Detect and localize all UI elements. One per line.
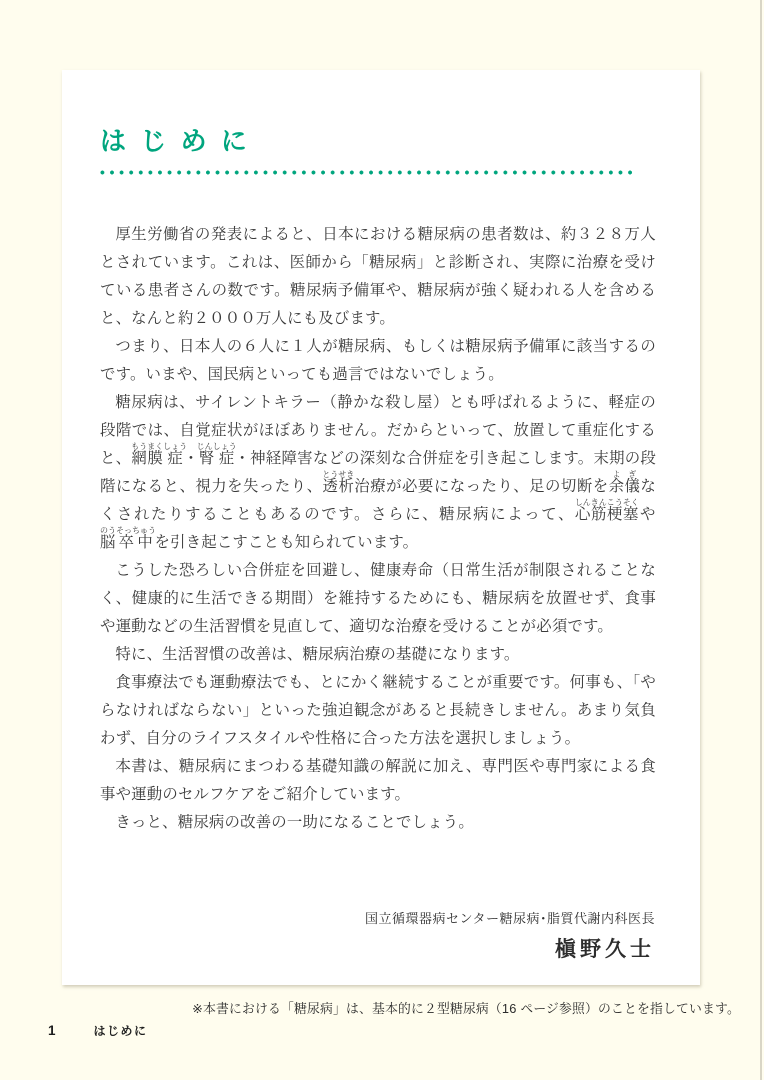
furigana-term: 透析とうせき — [322, 470, 355, 495]
page-number: 1 — [48, 1023, 56, 1038]
footer-section-label: はじめに — [93, 1024, 148, 1038]
attribution — [365, 908, 655, 963]
furigana-term: 網膜もうまく — [131, 442, 164, 467]
furigana-term: 余儀よぎ — [608, 470, 641, 495]
title-underline-dots — [100, 170, 633, 175]
paragraph: こうした恐ろしい合併症を回避し、健康寿命（日常生活が制限されることなく、健康的に生活できる期間）を維持するためにも、糖尿病を放置せず、食事や運動などの生活習慣を見直して、適切な治療を受けることが必須です。 — [100, 562, 656, 635]
furigana-term: 脳卒中のうそっちゅう — [100, 526, 156, 551]
paragraph: 食事療法でも運動療法でも、とにかく継続することが重要です。何事も、「やらなければならない」といった強迫観念があると長続きしません。あまり気負わず、自分のライフスタイルや性格に合った方法を選択しましょう。 — [100, 674, 656, 747]
attribution-author: 槇野久士 — [555, 938, 655, 961]
paragraph: 特に、生活習慣の改善は、糖尿病治療の基礎になります。 — [115, 646, 520, 663]
page-edge-line — [760, 0, 762, 1080]
furigana-term: 症しょう — [163, 442, 188, 467]
paragraph: つまり、日本人の６人に１人が糖尿病、もしくは糖尿病予備軍に該当するのです。いまや、国民病といっても過言ではないでしょう。 — [100, 338, 656, 383]
paragraph: 厚生労働省の発表によると、日本における糖尿病の患者数は、約３２８万人とされています。これは、医師から「糖尿病」と診断され、実際に治療を受けている患者さんの数です。糖尿病予備軍や、糖尿病が強く疑われる人を含めると、なんと約２０００万人にも及びます。 — [100, 226, 656, 327]
furigana-term: 心筋梗塞しんきんこうそく — [574, 498, 639, 523]
paragraph: 糖尿病は、サイレントキラー（静かな殺し屋）とも呼ばれるように、軽症の段階では、自覚症状がほぼありません。だからといって、放置して重症化すると、網膜もうまく症しょう・腎症じんしょう・神経障害などの深刻な合併症を引き起こします。末期の段階になると、視力を失ったり、透析とうせき治療が必要になったり、足の切断を余儀よぎなくされたりすることもあるのです。さらに、糖尿病によって、心筋梗塞しんきんこうそくや脳卒中のうそっちゅうを引き起こすことも知られています。 — [100, 394, 657, 551]
paragraph: きっと、糖尿病の改善の一助になることでしょう。 — [115, 814, 474, 831]
footnote: ※本書における「糖尿病」は、基本的に２型糖尿病（16 ページ参照）のことを指しています。 — [192, 1001, 740, 1016]
page-title: はじめに — [100, 126, 262, 156]
paper-page — [62, 70, 700, 985]
attribution-affiliation: 国立循環器病センター糖尿病･脂質代謝内科医長 — [365, 911, 655, 926]
furigana-term: 腎症じんしょう — [196, 442, 237, 467]
body-paragraphs — [100, 221, 656, 877]
paragraph: 本書は、糖尿病にまつわる基礎知識の解説に加え、専門医や専門家による食事や運動のセルフケアをご紹介しています。 — [100, 758, 656, 803]
page-footer — [48, 1022, 148, 1039]
